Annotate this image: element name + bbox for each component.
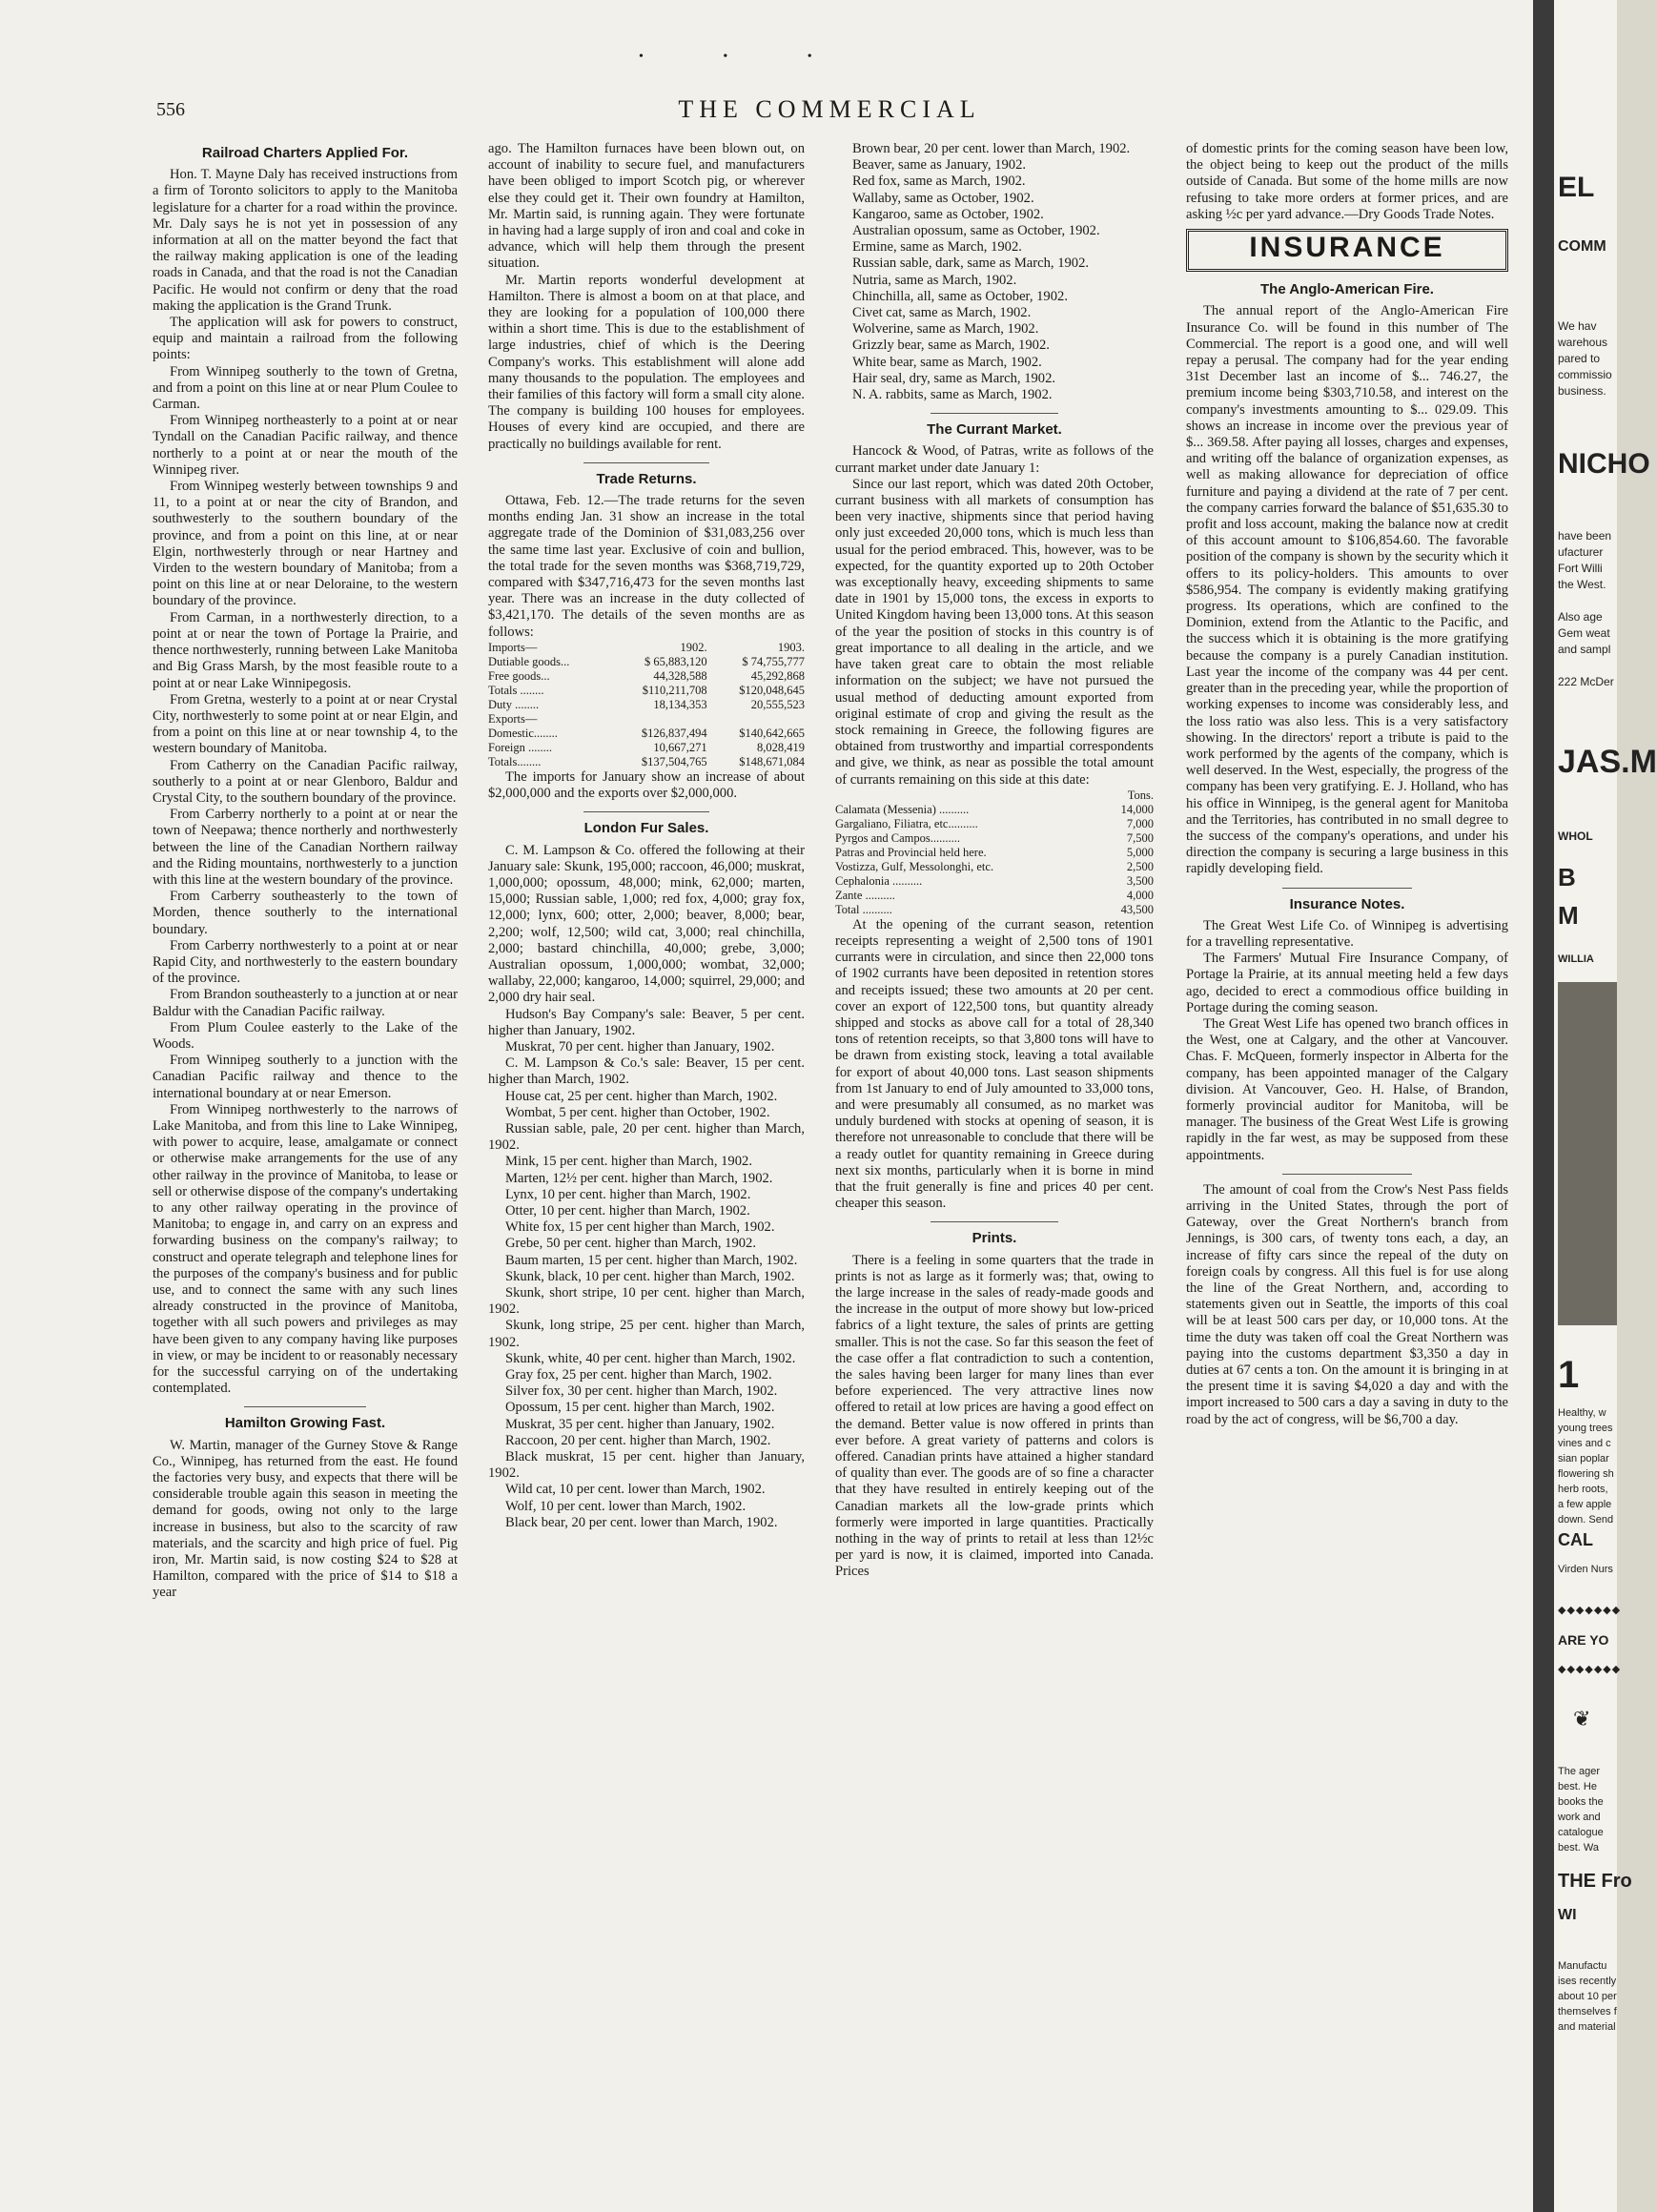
paragraph: Mr. Martin reports wonderful development at Hamilton. There is almost a boom on at that place, and they are looking for a population of 100,000 there within a short time. This is due to the establishment of large industries, chief of which is the Deering Company's works. This establishment will alone add many thousands to the population. The employees and their families of this factory will form a small city alone. The company is building 100 houses for employees. Houses of every kind are occupied, and there are practically no buildings available for rent. xyxy=(488,272,805,452)
paragraph: Ottawa, Feb. 12.—The trade returns for the seven months ending Jan. 31 show an increase in the total aggregate trade of the Dominion of $31,083,256 over the same time last year. Exclusive of coin and bullion, the total trade for the seven months was $368,719,729, compared with $347,716,473 for the seven months last year. There was an increase in the duty collected of $3,421,170. The details of the seven months are as follows: xyxy=(488,493,805,640)
paragraph: From Catherry on the Canadian Pacific railway, southerly to a point at or near Glenboro, Baldur and Crystal City, to the southern boundary of the province. xyxy=(153,757,458,806)
article-heading: The Anglo-American Fire. xyxy=(1260,281,1434,298)
paragraph: From Winnipeg westerly between townships 9 and 11, to a point at or near the city of Brandon, and southwesterly to the southern boundary of the province, and from a point on this line, at or near Elgin, northwesterly through or near Hartney and Virden to the western boundary of Manitoba; from a point on this line at or near Deloraine, to the western boundary of the province. xyxy=(153,479,458,609)
ad-text: WHOL xyxy=(1558,830,1593,843)
table-row xyxy=(488,698,805,712)
paragraph: Opossum, 15 per cent. higher than March, 1902. xyxy=(505,1400,775,1416)
table-cell: Imports— xyxy=(488,640,538,654)
paragraph: Kangaroo, same as October, 1902. xyxy=(852,206,1044,222)
decorative-border: ◆◆◆◆◆◆◆ xyxy=(1558,1664,1622,1675)
table-cell: 45,292,868 xyxy=(750,668,805,683)
table-row xyxy=(488,755,805,769)
divider xyxy=(931,413,1058,414)
table-row xyxy=(835,860,1154,874)
insurance-banner xyxy=(1186,229,1508,272)
ad-text: THE Fro xyxy=(1558,1871,1632,1892)
table-cell: Exports— xyxy=(488,711,538,726)
table-row xyxy=(835,831,1154,846)
table-cell: Domestic........ xyxy=(488,726,558,740)
paragraph: From Brandon southeasterly to a junction at or near Baldur with the Canadian Pacific railway. xyxy=(153,987,458,1019)
paragraph: Since our last report, which was dated 20th October, currant business with all markets of consumption has been very inactive, shipments since that period having only just exceeded 20,000 tons, which is much less than usual for the period embraced. This, however, was to be expected, for the quantity exported up to 20th October was exceptionally heavy, exceeding shipments to same date in 1901 by 15,000 tons, the excess in exports to United Kingdom having been 13,000 tons. At this season of the year the position of stocks in this country is of great importance to all dealing in the article, and we have taken great care to obtain the most reliable information on the subject; we have not pursued the usual method of deducting amount exported from original estimate of crop and giving the result as the stock remaining in Greece, the following figures are obtained from trustworthy and impartial correspondents and give, we think, as near as possible the total amount of currants remaining on this side at this date: xyxy=(835,476,1154,788)
paragraph: From Winnipeg southerly to a junction with the Canadian Pacific railway and thence to the international boundary at or near Emerson. xyxy=(153,1053,458,1101)
table-cell: $137,504,765 xyxy=(641,754,707,768)
divider xyxy=(1282,888,1411,889)
article-heading: Prints. xyxy=(972,1230,1017,1247)
column-1 xyxy=(153,141,458,2210)
table-cell: $120,048,645 xyxy=(739,683,805,697)
table-cell: 10,667,271 xyxy=(653,740,707,754)
currant-stocks-table xyxy=(835,789,1154,917)
article-heading: London Fur Sales. xyxy=(583,820,709,837)
paragraph: Skunk, short stripe, 10 per cent. higher than March, 1902. xyxy=(488,1284,805,1318)
table-cell: 7,000 xyxy=(1126,816,1154,830)
paragraph: Russian sable, pale, 20 per cent. higher than March, 1902. xyxy=(488,1120,805,1154)
paragraph: Baum marten, 15 per cent. higher than March, 1902. xyxy=(505,1252,798,1268)
ad-text: M xyxy=(1558,901,1579,930)
paragraph: Beaver, same as January, 1902. xyxy=(852,157,1027,174)
table-cell: $ 74,755,777 xyxy=(742,654,805,668)
ad-text: best. Wa xyxy=(1558,1842,1599,1854)
table-row xyxy=(488,712,805,727)
paragraph: of domestic prints for the coming season have been low, the object being to keep out the product of the mills outside of Canada. But some of the home mills are now refusing to take more orders at former prices, and are asking ½c per yard advance.—Dry Goods Trade Notes. xyxy=(1186,141,1508,222)
paragraph: From Winnipeg southerly to the town of Gretna, and from a point on this line at or near Plum Coulee to Carman. xyxy=(153,363,458,413)
table-cell: Gargaliano, Filiatra, etc.......... xyxy=(835,816,978,830)
leaf-icon: ❦ xyxy=(1573,1707,1591,1731)
paragraph: The annual report of the Anglo-American Fire Insurance Co. will be found in this number of The Commercial. The report is a good one, and will well repay a perusal. The company had for the year ending 31st December last an income of $... 746.27, the premium income being $303,710.58, and interest on the company's investments amounting to $... 029.09. This shows an increase in income over the previous year of $... 369.58. After paying all losses, charges and expenses, and writing off the balance of organization expenses, as well as making allowance for depreciation of office furniture and paying a dividend at the rate of 7 per cent. the company carries forward the balance of $51,635.30 to profit and loss account, making the balance now at credit of this account amount to $106,854.60. The favorable position of the company is shown by the security which it offers to its policy-holders. This amounts to over $586,954. The company is evidently making gratifying progress. Its operations, which are confined to the Dominion, extend from the Atlantic to the Pacific, and the success which it is obtaining is the more gratifying because the company is a purely Canadian institution. Last year the income of the company was 44 per cent. greater than in the preceding year, while the proportion of working expenses to income was considerably less, and the loss ratio was also less. This is a very satisfactory showing. In the directors' report a tribute is paid to the work performed by the agents of the company, which is well deserved. In the West, especially, the progress of the company has been very gratifying. E. J. Holland, who has his office in Winnipeg, is the general agent for Manitoba and the Territories, has contributed in no small degree to the success of the company's operations, and under his direction the company is securing a large business in this rapidly developing field. xyxy=(1186,303,1508,877)
ad-text: Also age xyxy=(1558,610,1603,624)
paragraph: The imports for January show an increase of about $2,000,000 and the exports over $2,000,000. xyxy=(488,768,805,802)
adjacent-page-ads xyxy=(1554,0,1657,2212)
table-cell: Total .......... xyxy=(835,902,892,916)
ad-text: about 10 per xyxy=(1558,1991,1617,2002)
page-header xyxy=(153,95,1506,133)
paragraph: White bear, same as March, 1902. xyxy=(852,354,1042,370)
divider xyxy=(583,462,710,463)
paragraph: Red fox, same as March, 1902. xyxy=(852,174,1026,190)
table-cell: $ 65,883,120 xyxy=(644,654,707,668)
paragraph: The Great West Life Co. of Winnipeg is advertising for a travelling representative. xyxy=(1186,917,1508,950)
paragraph: Black bear, 20 per cent. lower than March, 1902. xyxy=(505,1514,778,1530)
table-cell: 3,500 xyxy=(1126,873,1154,888)
ad-text: The ager xyxy=(1558,1766,1601,1777)
paragraph: Marten, 12½ per cent. higher than March, 1902. xyxy=(505,1170,773,1186)
ad-text: and sampl xyxy=(1558,643,1611,656)
paragraph: Wolf, 10 per cent. lower than March, 1902. xyxy=(505,1498,747,1514)
ad-text: themselves f xyxy=(1558,2006,1617,2017)
table-row xyxy=(488,655,805,669)
table-cell: Zante .......... xyxy=(835,888,895,902)
table-cell: $140,642,665 xyxy=(739,726,805,740)
table-cell: Foreign ........ xyxy=(488,740,553,754)
paragraph: Gray fox, 25 per cent. higher than March, 1902. xyxy=(505,1367,772,1382)
table-cell: Totals ........ xyxy=(488,683,544,697)
table-header: 1903. xyxy=(777,640,805,654)
table-cell: 43,500 xyxy=(1120,902,1154,916)
insurance-banner-text: INSURANCE xyxy=(1249,232,1445,264)
table-cell: Cephalonia .......... xyxy=(835,873,923,888)
ad-text: sian poplar xyxy=(1558,1453,1609,1464)
paragraph: Brown bear, 20 per cent. lower than March, 1902. xyxy=(852,141,1131,156)
table-row xyxy=(488,741,805,755)
paragraph: Hon. T. Mayne Daly has received instructions from a firm of Toronto solicitors to apply to the Manitoba legislature for a charter for a road within the province. Mr. Daly says he is not yet in possession of any information at all on the matter beyond the fact that the railway making application is one of the leading roads in Canada, and that the road is not the Canadian Pacific. He would not confirm or deny that the road making the application is the Grand Trunk. xyxy=(153,167,458,314)
ad-text: CAL xyxy=(1558,1530,1593,1549)
paragraph: Wild cat, 10 per cent. lower than March, 1902. xyxy=(505,1482,766,1498)
paragraph: Mink, 15 per cent. higher than March, 1902. xyxy=(505,1154,752,1170)
page-number: 556 xyxy=(156,99,185,120)
paragraph: The application will ask for powers to construct, equip and maintain a railroad from the following points: xyxy=(153,315,458,363)
table-row xyxy=(835,846,1154,860)
paragraph: From Carberry northwesterly to a point at or near Rapid City, and northwesterly to the eastern boundary of the province. xyxy=(153,937,458,987)
article-heading: Hamilton Growing Fast. xyxy=(224,1415,386,1432)
masthead-title: THE COMMERCIAL xyxy=(678,95,981,123)
paragraph: Black muskrat, 15 per cent. higher than January, 1902. xyxy=(488,1449,805,1482)
paragraph: At the opening of the currant season, retention receipts representing a weight of 2,500 tons of 1901 currants were in circulation, and since then 22,000 tons of 1902 currants have been deposited in retention stores and receipts issued; these two amounts at 20 per cent. cover an export of 122,500 tons, but quantity already shipped and stocks as above call for a total of 28,340 tons of retention receipts, so that 3,800 tons will have to be drawn from existing stock, leaving a total available for export of about 40,000 tons. Last season shipments from 1st January to end of July amounted to 33,000 tons, and were presumably all consumed, as no market was unduly burdened with stocks at opening of season, it is therefore not unreasonable to conclude that there will be a ready outlet for quantity remaining in Greece during next six months, particularly when it is borne in mind that the fruit generally is fine and prices 40 per cent. cheaper this season. xyxy=(835,916,1154,1212)
ad-text: Manufactu xyxy=(1558,1960,1607,1972)
ad-text: We hav xyxy=(1558,319,1597,333)
table-row xyxy=(835,889,1154,903)
paragraph: Silver fox, 30 per cent. higher than March, 1902. xyxy=(505,1383,778,1400)
ad-text: Gem weat xyxy=(1558,626,1610,640)
table-cell: Free goods... xyxy=(488,668,550,683)
ad-text: best. He xyxy=(1558,1781,1597,1792)
ad-photo-image xyxy=(1558,982,1617,1325)
paragraph: Grizzly bear, same as March, 1902. xyxy=(852,338,1050,354)
paragraph: The Great West Life has opened two branch offices in the West, one at Calgary, and the other at Vancouver. Chas. F. McQueen, formerly inspector in Alberta for the company, has been appointed manager of the Calgary division. At Vancouver, Geo. H. Halse, of Brandon, formerly provincial auditor for Manitoba, will be manager. The business of the Great West Life is growing rapidly in the far west, as may be supposed from these appointments. xyxy=(1186,1015,1508,1163)
ad-text: Fort Willi xyxy=(1558,562,1603,575)
ad-text: JAS.M xyxy=(1558,744,1657,780)
ad-text: EL xyxy=(1558,172,1595,203)
ad-text: a few apple xyxy=(1558,1499,1612,1510)
ad-text: WI xyxy=(1558,1907,1577,1923)
paragraph: Otter, 10 per cent. higher than March, 1902. xyxy=(505,1202,750,1219)
ad-text: WILLIA xyxy=(1558,953,1594,965)
paragraph: Wombat, 5 per cent. higher than October, 1902. xyxy=(505,1104,770,1120)
print-specks: • • • xyxy=(639,50,850,64)
ad-text: ufacturer xyxy=(1558,545,1604,559)
table-cell: Duty ........ xyxy=(488,697,540,711)
article-heading: Insurance Notes. xyxy=(1289,895,1405,912)
trade-returns-table xyxy=(488,641,805,769)
paragraph: Chinchilla, all, same as October, 1902. xyxy=(852,288,1068,304)
table-cell: 4,000 xyxy=(1126,888,1154,902)
table-row xyxy=(488,727,805,741)
paragraph: Lynx, 10 per cent. higher than March, 1902. xyxy=(505,1186,751,1202)
table-row xyxy=(835,903,1154,917)
paragraph: From Carman, in a northwesterly direction, to a point at or near the town of Portage la Prairie, and thence northwesterly, running between Lake Manitoba and Big Grass Marsh, by the most feasible route to a point at or near Lake Winnipegosis. xyxy=(153,609,458,691)
ad-text: the West. xyxy=(1558,578,1606,591)
ad-text: NICHO xyxy=(1558,448,1650,480)
paragraph: W. Martin, manager of the Gurney Stove & Range Co., Winnipeg, has returned from the east. He found the factories very busy, and expects that there will be considerable trouble again this season in meeting the demand for goods, owing not only to the large increase in business, but also to the scarcity of raw materials, and the scarcity and high price of fuel. Pig iron, Mr. Martin said, is now costing $24 to $28 at Hamilton, compared with the price of $14 to $18 a year xyxy=(153,1437,458,1601)
ad-text: herb roots, xyxy=(1558,1484,1608,1495)
paragraph: ago. The Hamilton furnaces have been blown out, on account of inability to secure fuel, and manufacturers have been obliged to import Scotch pig, or wherever else they could get it. Their own foundry at Hamilton, Mr. Martin said, is running again. They were fortunate in having had a large supply of iron and coal and coke in advance, which will help them through the present situation. xyxy=(488,141,805,272)
table-cell: Patras and Provincial held here. xyxy=(835,845,987,859)
divider xyxy=(583,811,710,812)
paragraph: Nutria, same as March, 1902. xyxy=(852,272,1017,288)
decorative-border: ◆◆◆◆◆◆◆ xyxy=(1558,1605,1622,1616)
ad-text: ARE YO xyxy=(1558,1632,1609,1648)
divider xyxy=(244,1406,366,1407)
paragraph: Wallaby, same as October, 1902. xyxy=(852,190,1034,206)
paragraph: From Gretna, westerly to a point at or near Crystal City, northwesterly to some point at or near Elgin, and from a point on this line at or near township 4, to the western boundary of Manitoba. xyxy=(153,691,458,757)
paragraph: Grebe, 50 per cent. higher than March, 1902. xyxy=(505,1236,757,1252)
ad-text: flowering sh xyxy=(1558,1468,1614,1480)
ad-text: pared to xyxy=(1558,352,1601,365)
paragraph: Muskrat, 35 per cent. higher than January, 1902. xyxy=(505,1416,775,1432)
paragraph: House cat, 25 per cent. higher than March, 1902. xyxy=(505,1088,778,1104)
paragraph: The amount of coal from the Crow's Nest Pass fields arriving in the United States, through the port of Gateway, over the Great Northern's branch from Jennings, is 300 cars, of twenty tons each, a day, an increase of fifty cars since the repeal of the duty on foreign coals by congress. All this fuel is for use along the line of the Great Northern, and, according to statements given out in Seattle, the imports of this coal will be at least 500 cars per day, or 10,000 tons. At the time the duty was taken off coal the Great Northern was paying into the customs department $3,350 a day in duties at 67 cents a ton. On the amount it is bringing in at the present time it is saving $4,020 a day and with the import increased to 500 cars a day a saving in duty to the road by the act of congress, will be $6,700 a day. xyxy=(1186,1181,1508,1427)
table-cell: Dutiable goods... xyxy=(488,654,570,668)
table-cell: $110,211,708 xyxy=(642,683,707,697)
ad-text: Virden Nurs xyxy=(1558,1564,1613,1575)
table-row xyxy=(835,789,1154,803)
column-4 xyxy=(1186,141,1508,2210)
table-header: 1902. xyxy=(680,640,707,654)
paragraph: Hair seal, dry, same as March, 1902. xyxy=(852,370,1056,386)
ad-text: young trees xyxy=(1558,1423,1613,1434)
table-cell: $126,837,494 xyxy=(641,726,707,740)
table-cell: Pyrgos and Campos.......... xyxy=(835,830,961,845)
paragraph: From Carberry southeasterly to the town of Morden, thence southerly to the international boundary. xyxy=(153,889,458,937)
ad-text: 222 McDer xyxy=(1558,675,1614,688)
ad-text: COMM xyxy=(1558,238,1606,255)
table-row xyxy=(488,669,805,684)
article-heading: The Currant Market. xyxy=(927,421,1062,439)
ad-text: 1 xyxy=(1558,1354,1580,1396)
paragraph: Skunk, long stripe, 25 per cent. higher than March, 1902. xyxy=(488,1318,805,1350)
table-cell: Vostizza, Gulf, Messolonghi, etc. xyxy=(835,859,994,873)
table-cell xyxy=(707,712,805,727)
table-cell: 20,555,523 xyxy=(750,697,805,711)
column-2 xyxy=(488,141,805,2210)
table-row xyxy=(488,684,805,698)
ad-text: Healthy, w xyxy=(1558,1407,1606,1419)
paragraph: Australian opossum, same as October, 1902. xyxy=(852,223,1100,239)
paragraph: Russian sable, dark, same as March, 1902. xyxy=(852,256,1090,272)
ad-text: business. xyxy=(1558,384,1606,398)
table-cell xyxy=(609,712,706,727)
divider xyxy=(931,1221,1058,1222)
paragraph: There is a feeling in some quarters that the trade in prints is not as large as it formerly was; that, owing to the large increase in the sales of ready-made goods and the increase in the output of more showy but low-priced fabrics of a light texture, the sales of prints are getting smaller. This is not the case. So far this season the feet of the case offer a flat contradiction to such a contention, the sales having been larger for many lines than ever before experienced. The very attractive lines now offered to retail at low prices are having a good effect on the demand. Better value is now offered in prints than ever before. A great variety of patterns and colors is offered. Canadian prints have attained a higher standard of quality than ever. The goods are of so fine a character that they have resulted in entirely keeping out of the Canadian markets all the low-grade prints which formerly were imported in large quantities. Practically nothing in the way of prints to retail at less than 12½c per yard is now, it is claimed, imported into Canada. Prices xyxy=(835,1252,1154,1580)
paragraph: From Winnipeg northeasterly to a point at or near Tyndall on the Canadian Pacific railway, and thence northerly to a point at or near the mouth of the Winnipeg river. xyxy=(153,413,458,478)
table-cell: 7,500 xyxy=(1126,830,1154,845)
ad-text: books the xyxy=(1558,1796,1604,1808)
table-header: Tons. xyxy=(1127,788,1154,802)
ad-text: have been xyxy=(1558,529,1612,543)
table-row xyxy=(835,803,1154,817)
paragraph: C. M. Lampson & Co. offered the following at their January sale: Skunk, 195,000; raccoon, 46,000; muskrat, 1,000,000; opossum, 48,000; mink, 62,000; marten, 15,000; Russian sable, 1,000; red fox, 4,000; gray fox, 12,000; lynx, 600; otter, 2,000; beaver, 8,000; bear, 2,200; wolf, 12,500; wild cat, 3,000; real chinchilla, 2,000; bastard chinchilla, 40,000; grebe, 3,000; Australian opossum, 1,000,000; wombat, 32,000; wallaby, 22,000; kangaroo, 14,000; squirrel, 29,000; and 2,000 dry hair seal. xyxy=(488,842,805,1006)
table-row xyxy=(835,874,1154,889)
ad-text: B xyxy=(1558,863,1576,891)
paragraph: White fox, 15 per cent higher than March, 1902. xyxy=(505,1219,775,1236)
ad-text: catalogue xyxy=(1558,1827,1604,1838)
paragraph: Wolverine, same as March, 1902. xyxy=(852,321,1039,338)
ad-text: vines and c xyxy=(1558,1438,1611,1449)
paragraph: From Carberry northerly to a point at or near the town of Neepawa; thence northerly and northwesterly between the line of the Canadian Northern railway and the Riding mountains, northwesterly to a junction with this line at the western boundary of the province. xyxy=(153,807,458,888)
paragraph: C. M. Lampson & Co.'s sale: Beaver, 15 per cent. higher than March, 1902. xyxy=(488,1055,805,1088)
table-cell: Totals........ xyxy=(488,754,542,768)
table-cell: 18,134,353 xyxy=(653,697,707,711)
binding-gutter xyxy=(1533,0,1554,2212)
paragraph: Civet cat, same as March, 1902. xyxy=(852,305,1032,321)
table-cell: 8,028,419 xyxy=(757,740,805,754)
paragraph: Skunk, white, 40 per cent. higher than March, 1902. xyxy=(505,1350,796,1366)
paragraph: The Farmers' Mutual Fire Insurance Company, of Portage la Prairie, at its annual meeting held a few days ago, decided to erect a commodious office building in Portage during the coming season. xyxy=(1186,951,1508,1015)
article-heading: Railroad Charters Applied For. xyxy=(201,145,409,161)
paragraph: N. A. rabbits, same as March, 1902. xyxy=(852,387,1053,403)
table-row xyxy=(488,641,805,655)
table-cell: Calamata (Messenia) .......... xyxy=(835,802,970,816)
ad-text: and material xyxy=(1558,2021,1616,2033)
paragraph: From Winnipeg northwesterly to the narrows of Lake Manitoba, and from this line to Lake Winnipeg, with power to acquire, lease, amalgamate or connect or otherwise make arrangements for the use of any other railway in the province of Manitoba, to lease or sell or otherwise dispose of the company's undertaking to any other railway operating in the province of Manitoba; to engage in, and carry on an express and forwarding business on the company's railway; to construct and operate telegraph and telephone lines for the purposes of the company's business and for public use, and to connect the same with any such lines already constructed in the province of Manitoba, together with all such powers and privileges as may have been given to any company having like purposes in view, or may be incident to or reasonably necessary for the successful carrying on of the undertaking contemplated. xyxy=(153,1101,458,1397)
ad-text: work and xyxy=(1558,1812,1601,1823)
paragraph: Hancock & Wood, of Patras, write as follows of the currant market under date January 1: xyxy=(835,443,1154,476)
ad-text: down. Send xyxy=(1558,1514,1614,1526)
paragraph: Ermine, same as March, 1902. xyxy=(852,239,1022,256)
table-cell: 44,328,588 xyxy=(653,668,707,683)
paragraph: From Plum Coulee easterly to the Lake of the Woods. xyxy=(153,1019,458,1052)
table-cell: 14,000 xyxy=(1120,802,1154,816)
table-cell: $148,671,084 xyxy=(739,754,805,768)
ad-text: commissio xyxy=(1558,368,1612,381)
paragraph: Skunk, black, 10 per cent. higher than March, 1902. xyxy=(505,1268,795,1284)
paragraph: Raccoon, 20 per cent. higher than March, 1902. xyxy=(505,1432,771,1448)
ad-text: ises recently xyxy=(1558,1976,1617,1987)
paragraph: Muskrat, 70 per cent. higher than January, 1902. xyxy=(505,1038,775,1055)
article-heading: Trade Returns. xyxy=(596,470,697,487)
table-cell: 2,500 xyxy=(1126,859,1154,873)
table-cell: 5,000 xyxy=(1126,845,1154,859)
ad-text: warehous xyxy=(1558,336,1608,349)
divider xyxy=(1282,1174,1411,1175)
paragraph: Hudson's Bay Company's sale: Beaver, 5 per cent. higher than January, 1902. xyxy=(488,1006,805,1038)
table-row xyxy=(835,817,1154,831)
column-3 xyxy=(835,141,1154,2210)
